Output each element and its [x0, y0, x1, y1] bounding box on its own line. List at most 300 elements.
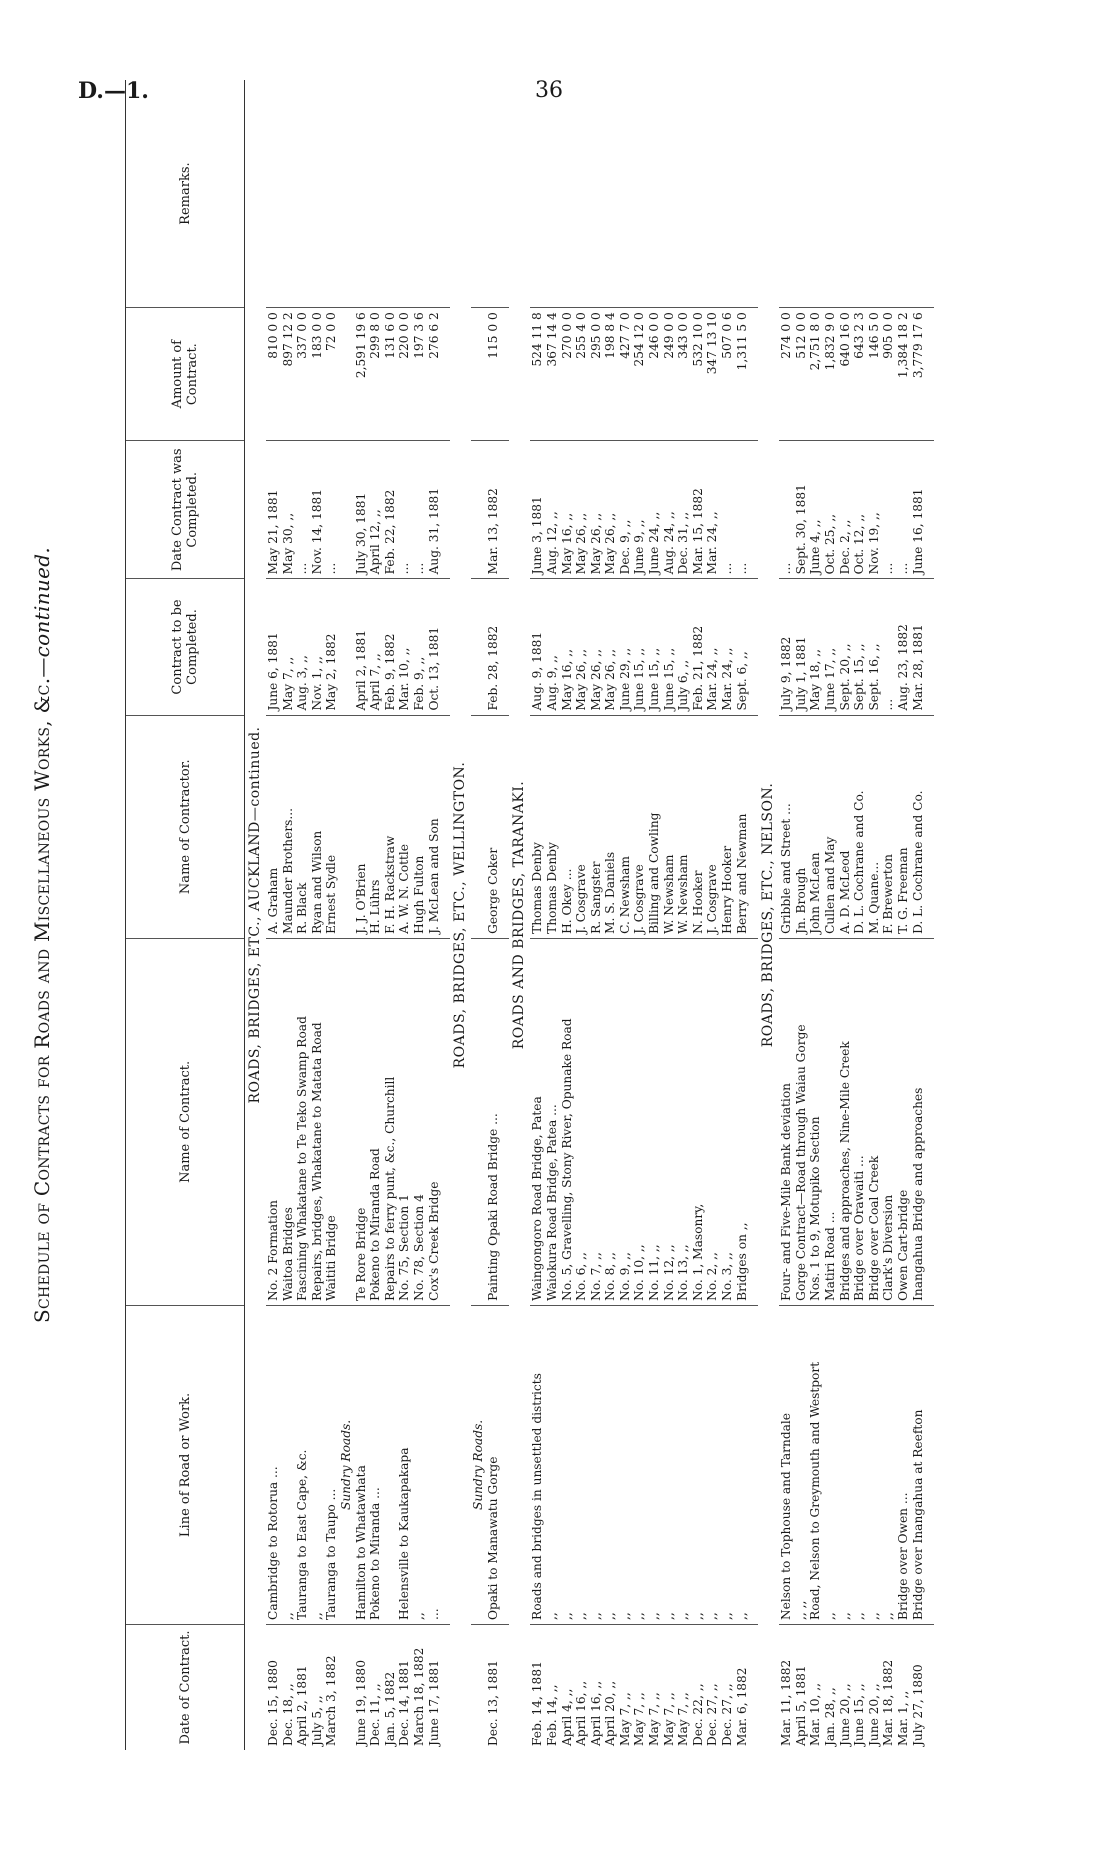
cell-contractor: T. G. Freeman [896, 715, 911, 938]
cell-date: June 17, 1881 [426, 1660, 441, 1746]
cell-completed: Dec. 9, ,, [618, 441, 633, 579]
cell-remarks [720, 80, 735, 308]
cell-completed: ... [397, 441, 412, 579]
cell-amount: 810 0 0 [266, 308, 281, 441]
cell-name: Matiri Road ... [823, 938, 838, 1305]
cell-contractor: Cullen and May [823, 715, 838, 938]
cell-remarks [838, 80, 853, 308]
cell-contractor: J. McLean and Son [427, 715, 442, 938]
cell-to-complete: June 17, ,, [823, 579, 838, 715]
table-row [545, 80, 560, 1750]
cell-date: Dec. 27, ,, [720, 1683, 735, 1746]
cell-to-complete: April 2, 1881 [354, 579, 369, 715]
cell-name: Waiokura Road Bridge, Patea ... [545, 938, 560, 1305]
table-row [486, 80, 501, 1750]
cell-line: ,, [691, 1305, 706, 1624]
cell-contractor: Ernest Sydle [324, 715, 339, 938]
cell-completed: Aug. 24, ,, [662, 441, 677, 579]
cell-line: Nelson to Tophouse and Tarndale [779, 1305, 794, 1624]
cell-name: Bridges and approaches, Nine-Mile Creek [838, 938, 853, 1305]
cell-to-complete: May 26, ,, [589, 579, 604, 715]
cell-line: ,, [720, 1305, 735, 1624]
cell-to-complete: Sept. 6, ,, [735, 579, 750, 715]
cell-contractor: W. Newsham [662, 715, 677, 938]
table-row [397, 80, 412, 1750]
cell-line: Pokeno to Miranda ... [368, 1305, 383, 1624]
cell-date: June 20, ,, [837, 1683, 852, 1746]
cell-remarks [618, 80, 633, 308]
cell-completed: Nov. 14, 1881 [310, 441, 325, 579]
page-number: 36 [535, 78, 563, 103]
col-remarks: Remarks. [126, 80, 245, 308]
cell-line: Opaki to Manawatu Gorge [486, 1305, 501, 1624]
cell-remarks [823, 80, 838, 308]
cell-line: ,, [735, 1305, 750, 1624]
cell-contractor: Henry Hooker [720, 715, 735, 938]
cell-completed: May 26, ,, [603, 441, 618, 579]
cell-name: Repairs, bridges, Whakatane to Matata Road [310, 938, 325, 1305]
cell-line: Tauranga to East Cape, &c. [295, 1305, 310, 1624]
cell-contractor: H. Lührs [368, 715, 383, 938]
cell-name: No. 12, ,, [662, 938, 677, 1305]
cell-name: No. 1, Masonry, [691, 938, 706, 1305]
empty-cell [441, 715, 450, 938]
table-row [412, 80, 427, 1750]
cell-amount: 897 12 2 [281, 308, 296, 441]
cell-contractor: J. Cosgrave [632, 715, 647, 938]
cell-line: ,, [881, 1305, 896, 1624]
empty-cell [925, 579, 934, 715]
empty-cell [500, 1305, 509, 1624]
cell-to-complete: April 7, ,, [368, 579, 383, 715]
cell-completed: May 16, ,, [560, 441, 575, 579]
cell-to-complete: ... [881, 579, 896, 715]
empty-cell [500, 80, 509, 308]
cell-amount: 2,751 8 0 [808, 308, 823, 441]
cell-to-complete: May 2, 1882 [324, 579, 339, 715]
table-row [632, 80, 647, 1750]
cell-line: ,, [867, 1305, 882, 1624]
cell-line: ,, [603, 1305, 618, 1624]
table-row [823, 80, 838, 1750]
cell-remarks [412, 80, 427, 308]
section-heading [450, 80, 471, 1750]
cell-amount: 72 0 0 [324, 308, 339, 441]
cell-amount: 183 0 0 [310, 308, 325, 441]
cell-completed: May 26, ,, [589, 441, 604, 579]
cell-completed: June 4, ,, [808, 441, 823, 579]
cell-completed: April 12, ,, [368, 441, 383, 579]
cell-completed: ... [295, 441, 310, 579]
cell-to-complete: Feb. 9, ,, [412, 579, 427, 715]
cell-completed: June 3, 1881 [530, 441, 545, 579]
cell-date: May 7, ,, [661, 1692, 676, 1746]
cell-amount: 254 12 0 [632, 308, 647, 441]
cell-to-complete: July 9, 1882 [779, 579, 794, 715]
cell-contractor: J. J. O'Brien [354, 715, 369, 938]
empty-cell [339, 938, 354, 1305]
col-completed: Date Contract was Completed. [126, 441, 245, 579]
cell-remarks [589, 80, 604, 308]
cell-date: Feb. 14, 1881 [530, 1661, 545, 1746]
cell-remarks [560, 80, 575, 308]
cell-date: April 5, 1881 [793, 1665, 808, 1746]
cell-name: No. 2 Formation [266, 938, 281, 1305]
spacer-row [441, 80, 450, 1750]
cell-to-complete: June 15, ,, [662, 579, 677, 715]
cell-remarks [632, 80, 647, 308]
cell-name: No. 9, ,, [618, 938, 633, 1305]
cell-amount: 295 0 0 [589, 308, 604, 441]
cell-to-complete: May 26, ,, [603, 579, 618, 715]
sub-heading [471, 80, 486, 1750]
cell-completed: June 24, ,, [647, 441, 662, 579]
cell-remarks [691, 80, 706, 308]
cell-name: Nos. 1 to 9, Motupiko Section [808, 938, 823, 1305]
cell-line: ,, [412, 1305, 427, 1624]
cell-name: Waititi Bridge [324, 938, 339, 1305]
cell-remarks [530, 80, 545, 308]
cell-line: ,, [676, 1305, 691, 1624]
sub-heading-text: Sundry Roads. [471, 1305, 486, 1624]
cell-name: Repairs to ferry punt, &c., Churchill [383, 938, 398, 1305]
cell-amount: 343 0 0 [676, 308, 691, 441]
cell-date: March 18, 1882 [411, 1647, 426, 1746]
cell-remarks [545, 80, 560, 308]
cell-completed: ... [881, 441, 896, 579]
table-row [281, 80, 296, 1750]
cell-line: Roads and bridges in unsettled districts [530, 1305, 545, 1624]
table-row [705, 80, 720, 1750]
cell-contractor: Billing and Cowling [647, 715, 662, 938]
cell-name: Cox's Creek Bridge [427, 938, 442, 1305]
table-row [838, 80, 853, 1750]
cell-to-complete: Sept. 16, ,, [867, 579, 882, 715]
cell-to-complete: June 29, ,, [618, 579, 633, 715]
empty-cell [441, 308, 450, 441]
schedule-title: Schedule of Contracts for Roads and Miscellaneous Works, &c.—continued. [30, 547, 54, 1323]
cell-amount: 532 10 0 [691, 308, 706, 441]
cell-name: Inangahua Bridge and approaches [911, 938, 926, 1305]
cell-line: ,, [852, 1305, 867, 1624]
cell-completed: Mar. 24, ,, [705, 441, 720, 579]
empty-cell [441, 441, 450, 579]
empty-cell [925, 441, 934, 579]
cell-amount: 2,591 19 6 [354, 308, 369, 441]
cell-remarks [354, 80, 369, 308]
cell-amount: 427 7 0 [618, 308, 633, 441]
cell-contractor: C. Newsham [618, 715, 633, 938]
cell-contractor: F. Brewerton [881, 715, 896, 938]
table-body [245, 80, 935, 1750]
cell-date: Dec. 27, ,, [705, 1683, 720, 1746]
cell-remarks [705, 80, 720, 308]
cell-amount: 3,779 17 6 [911, 308, 926, 441]
cell-contractor: A. Graham [266, 715, 281, 938]
cell-amount: 347 13 10 [705, 308, 720, 441]
table-row [691, 80, 706, 1750]
cell-contractor: John McLean [808, 715, 823, 938]
empty-cell [925, 80, 934, 308]
empty-cell [500, 1624, 509, 1750]
table-row [574, 80, 589, 1750]
table-row [310, 80, 325, 1750]
empty-cell [925, 1624, 934, 1750]
empty-cell [471, 715, 486, 938]
empty-cell [471, 579, 486, 715]
cell-line: ,, [647, 1305, 662, 1624]
table-row [779, 80, 794, 1750]
cell-to-complete: Feb. 9, 1882 [383, 579, 398, 715]
table-row [881, 80, 896, 1750]
cell-completed: ... [896, 441, 911, 579]
cell-line: ,, [823, 1305, 838, 1624]
cell-line: Bridge over Inangahua at Reefton [911, 1305, 926, 1624]
cell-amount: 640 16 0 [838, 308, 853, 441]
cell-remarks [735, 80, 750, 308]
table-row [896, 80, 911, 1750]
cell-completed: May 30, ,, [281, 441, 296, 579]
cell-contractor: W. Newsham [676, 715, 691, 938]
empty-cell [500, 308, 509, 441]
cell-amount: 197 3 6 [412, 308, 427, 441]
cell-contractor: Ryan and Wilson [310, 715, 325, 938]
cell-to-complete: Sept. 20, ,, [838, 579, 853, 715]
cell-date: Mar. 11, 1882 [779, 1659, 794, 1746]
cell-name: Four- and Five-Mile Bank deviation [779, 938, 794, 1305]
cell-amount: 198 8 4 [603, 308, 618, 441]
section-heading-text: ROADS AND BRIDGES, TARANAKI. [511, 780, 528, 1050]
table-row [808, 80, 823, 1750]
cell-completed: Nov. 19, ,, [867, 441, 882, 579]
empty-cell [500, 938, 509, 1305]
table-row [427, 80, 442, 1750]
cell-date: April 2, 1881 [295, 1665, 310, 1746]
cell-name: Fascining Whakatane to Te Teko Swamp Road [295, 938, 310, 1305]
cell-date: Dec. 11, ,, [368, 1683, 383, 1746]
cell-remarks [676, 80, 691, 308]
empty-cell [471, 1624, 486, 1750]
table-row [911, 80, 926, 1750]
cell-name: Clark's Diversion [881, 938, 896, 1305]
cell-amount: 274 0 0 [779, 308, 794, 441]
cell-remarks [324, 80, 339, 308]
cell-remarks [794, 80, 809, 308]
empty-cell [500, 441, 509, 579]
cell-remarks [867, 80, 882, 308]
empty-cell [441, 579, 450, 715]
cell-contractor: A. D. McLeod [838, 715, 853, 938]
empty-cell [471, 80, 486, 308]
cell-name: No. 6, ,, [574, 938, 589, 1305]
cell-date: Dec. 18, ,, [280, 1683, 295, 1746]
cell-amount: 524 11 8 [530, 308, 545, 441]
empty-cell [500, 579, 509, 715]
table-row [603, 80, 618, 1750]
cell-contractor: Maunder Brothers... [281, 715, 296, 938]
cell-name: No. 3, ,, [720, 938, 735, 1305]
cell-name: No. 2, ,, [705, 938, 720, 1305]
col-line: Line of Road or Work. [126, 1305, 245, 1624]
cell-date: Mar. 10, ,, [808, 1683, 823, 1746]
table-row [720, 80, 735, 1750]
cell-amount: 270 0 0 [560, 308, 575, 441]
cell-date: May 7, ,, [676, 1692, 691, 1746]
cell-to-complete: Mar. 10, ,, [397, 579, 412, 715]
cell-to-complete: May 18, ,, [808, 579, 823, 715]
cell-name: No. 13, ,, [676, 938, 691, 1305]
cell-remarks [808, 80, 823, 308]
empty-cell [749, 1305, 758, 1624]
cell-amount: 1,384 18 2 [896, 308, 911, 441]
cell-amount: 131 6 0 [383, 308, 398, 441]
cell-line: ,, [310, 1305, 325, 1624]
table-header [126, 80, 245, 1750]
cell-line: Road, Nelson to Greymouth and Westport [808, 1305, 823, 1624]
cell-date: Mar. 1, ,, [895, 1690, 910, 1746]
cell-name: Waitoa Bridges [281, 938, 296, 1305]
cell-amount: 115 0 0 [486, 308, 501, 441]
cell-remarks [779, 80, 794, 308]
cell-amount: 512 0 0 [794, 308, 809, 441]
col-to-complete: Contract to be Completed. [126, 579, 245, 715]
cell-line [383, 1305, 398, 1624]
cell-line: Cambridge to Rotorua ... [266, 1305, 281, 1624]
table-row [589, 80, 604, 1750]
table-row [295, 80, 310, 1750]
cell-to-complete: Aug. 9, ,, [545, 579, 560, 715]
table-row [354, 80, 369, 1750]
cell-contractor: Hugh Fulton [412, 715, 427, 938]
cell-completed: Sept. 30, 1881 [794, 441, 809, 579]
cell-remarks [397, 80, 412, 308]
table-row [560, 80, 575, 1750]
cell-line: ,, [574, 1305, 589, 1624]
cell-remarks [368, 80, 383, 308]
cell-to-complete: Oct. 13, 1881 [427, 579, 442, 715]
cell-date: Mar. 6, 1882 [734, 1667, 749, 1746]
table-row [618, 80, 633, 1750]
empty-cell [441, 1624, 450, 1750]
empty-cell [471, 441, 486, 579]
cell-remarks [574, 80, 589, 308]
cell-contractor: M. S. Daniels [603, 715, 618, 938]
cell-name: Te Rore Bridge [354, 938, 369, 1305]
cell-to-complete: Aug. 9, 1881 [530, 579, 545, 715]
cell-amount: 507 0 6 [720, 308, 735, 441]
cell-line: Tauranga to Taupo ... [324, 1305, 339, 1624]
cell-line: ,, ,, [794, 1305, 809, 1624]
cell-completed: Oct. 12, ,, [852, 441, 867, 579]
cell-amount: 1,832 9 0 [823, 308, 838, 441]
cell-line: ,, [589, 1305, 604, 1624]
cell-completed: Feb. 22, 1882 [383, 441, 398, 579]
empty-cell [925, 938, 934, 1305]
cell-amount: 246 0 0 [647, 308, 662, 441]
table-row [324, 80, 339, 1750]
spacer-row [749, 80, 758, 1750]
cell-date: July 5, ,, [309, 1695, 324, 1746]
col-amount: Amount of Contract. [126, 308, 245, 441]
cell-name: Bridges on ,, [735, 938, 750, 1305]
cell-completed: Mar. 15, 1882 [691, 441, 706, 579]
cell-date: Mar. 18, 1882 [881, 1659, 896, 1746]
cell-completed: May 21, 1881 [266, 441, 281, 579]
cell-line: ,, [705, 1305, 720, 1624]
empty-cell [339, 579, 354, 715]
cell-to-complete: Feb. 21, 1882 [691, 579, 706, 715]
cell-to-complete: June 6, 1881 [266, 579, 281, 715]
cell-remarks [896, 80, 911, 308]
cell-date: Dec. 22, ,, [690, 1683, 705, 1746]
cell-date: May 7, ,, [632, 1692, 647, 1746]
cell-date: Jan. 5, 1882 [382, 1671, 397, 1746]
cell-contractor: J. Cosgrave [705, 715, 720, 938]
empty-cell [749, 715, 758, 938]
empty-cell [925, 308, 934, 441]
cell-name: Bridge over Coal Creek [867, 938, 882, 1305]
empty-cell [749, 441, 758, 579]
cell-contractor: R. Black [295, 715, 310, 938]
cell-date: May 7, ,, [647, 1692, 662, 1746]
col-contractor: Name of Contractor. [126, 715, 245, 938]
section-heading [758, 80, 779, 1750]
table-row [662, 80, 677, 1750]
cell-to-complete: June 15, ,, [647, 579, 662, 715]
empty-cell [749, 579, 758, 715]
empty-cell [471, 938, 486, 1305]
empty-cell [339, 1624, 354, 1750]
cell-date: June 15, ,, [852, 1683, 867, 1746]
cell-name: Owen Cart-bridge [896, 938, 911, 1305]
cell-remarks [647, 80, 662, 308]
col-date: Date of Contract. [126, 1624, 245, 1750]
table-row [647, 80, 662, 1750]
cell-date: July 27, 1880 [910, 1664, 925, 1746]
cell-line: ,, [618, 1305, 633, 1624]
cell-contractor: R. Sangster [589, 715, 604, 938]
cell-completed: Dec. 2, ,, [838, 441, 853, 579]
spacer-row [500, 80, 509, 1750]
cell-completed: ... [324, 441, 339, 579]
cell-completed: June 9, ,, [632, 441, 647, 579]
cell-remarks [603, 80, 618, 308]
empty-cell [441, 938, 450, 1305]
empty-cell [339, 441, 354, 579]
cell-amount: 367 14 4 [545, 308, 560, 441]
cell-amount: 905 0 0 [881, 308, 896, 441]
cell-to-complete: Mar. 24, ,, [720, 579, 735, 715]
table-row [735, 80, 750, 1750]
empty-cell [925, 715, 934, 938]
cell-line: ,, [838, 1305, 853, 1624]
cell-line: ... [427, 1305, 442, 1624]
cell-name: Painting Opaki Road Bridge ... [486, 938, 501, 1305]
table-row [794, 80, 809, 1750]
cell-name: No. 8, ,, [603, 938, 618, 1305]
cell-remarks [383, 80, 398, 308]
cell-to-complete: May 26, ,, [574, 579, 589, 715]
table-row [852, 80, 867, 1750]
cell-completed: Oct. 25, ,, [823, 441, 838, 579]
cell-completed: Dec. 31, ,, [676, 441, 691, 579]
cell-remarks [881, 80, 896, 308]
spacer-row [925, 80, 934, 1750]
empty-cell [500, 715, 509, 938]
cell-date: June 20, ,, [866, 1683, 881, 1746]
section-heading-text: ROADS, BRIDGES, ETC., AUCKLAND—continued. [247, 726, 263, 1104]
table-row [867, 80, 882, 1750]
